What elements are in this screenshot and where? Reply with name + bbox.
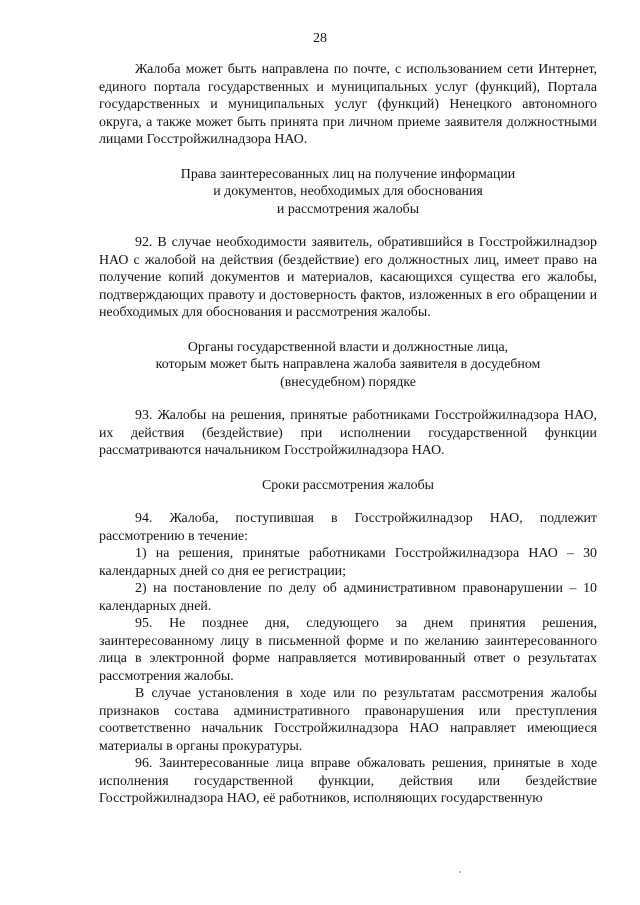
heading-complaint-terms: Сроки рассмотрения жалобы xyxy=(261,477,435,493)
spacer xyxy=(99,218,597,234)
spacer xyxy=(99,391,597,407)
paragraph-complaint-channels: Жалоба может быть направлена по почте, с использованием сети Интернет, единого портала государственных и муниципальных услуг (функций), Портала государственных и муниципальных услуг (функций) Ненецкого автономного округа, а также может быть принята при личном приеме заявителя должностными лицами Госстройжилнадзора НАО. xyxy=(99,62,597,147)
paragraph-94-item-1: 1) на решения, принятые работниками Госстройжилнадзора НАО – 30 календарных дней со дня ее регистрации; xyxy=(99,546,597,579)
paragraph-94: 94. Жалоба, поступившая в Госстройжилнадзор НАО, подлежит рассмотрению в течение: xyxy=(99,511,597,544)
paragraph-96: 96. Заинтересованные лица вправе обжаловать решения, принятые в ходе исполнения государственной функции, действия или бездействие Госстройжилнадзора НАО, её работников, исполняющих государственную xyxy=(99,756,597,806)
document-body xyxy=(99,61,597,808)
spacer xyxy=(99,149,597,166)
heading-authorities-for-complaints: Органы государственной власти и должностные лица, которым может быть направлена жалоба заявителя в досудебном (внесудебном) порядке xyxy=(155,339,541,390)
paragraph-94-item-2: 2) на постановление по делу об административном правонарушении – 10 календарных дней. xyxy=(99,581,597,614)
paragraph-95: 95. Не позднее дня, следующего за днем принятия решения, заинтересованному лицу в письменной форме и по желанию заинтересованного лица в электронной форме направляется мотивированный ответ о результатах рассмотрения жалобы. xyxy=(99,616,597,684)
spacer xyxy=(99,494,597,510)
spacer xyxy=(99,460,597,477)
heading-rights-of-interested-parties: Права заинтересованных лиц на получение информации и документов, необходимых для обоснования и рассмотрения жалобы xyxy=(180,166,516,217)
spacer xyxy=(99,322,597,339)
scan-speck xyxy=(459,871,461,873)
paragraph-92: 92. В случае необходимости заявитель, обратившийся в Госстройжилнадзор НАО с жалобой на действия (бездействие) его должностных лиц, имеет право на получение копий документов и материалов, касающихся существа его жалобы, подтверждающих правоту и достоверность фактов, изложенных в его обращении и необходимых для обоснования и рассмотрения жалобы. xyxy=(99,235,597,320)
paragraph-95-continued: В случае установления в ходе или по результатам рассмотрения жалобы признаков состава административного правонарушения или преступления соответственно начальник Госстройжилнадзора НАО направляет имеющиеся материалы в органы прокуратуры. xyxy=(99,686,597,754)
page-number: 28 xyxy=(313,31,327,46)
paragraph-93: 93. Жалобы на решения, принятые работниками Госстройжилнадзора НАО, их действия (бездействие) при исполнении государственной функции рассматриваются начальником Госстройжилнадзора НАО. xyxy=(99,408,597,458)
